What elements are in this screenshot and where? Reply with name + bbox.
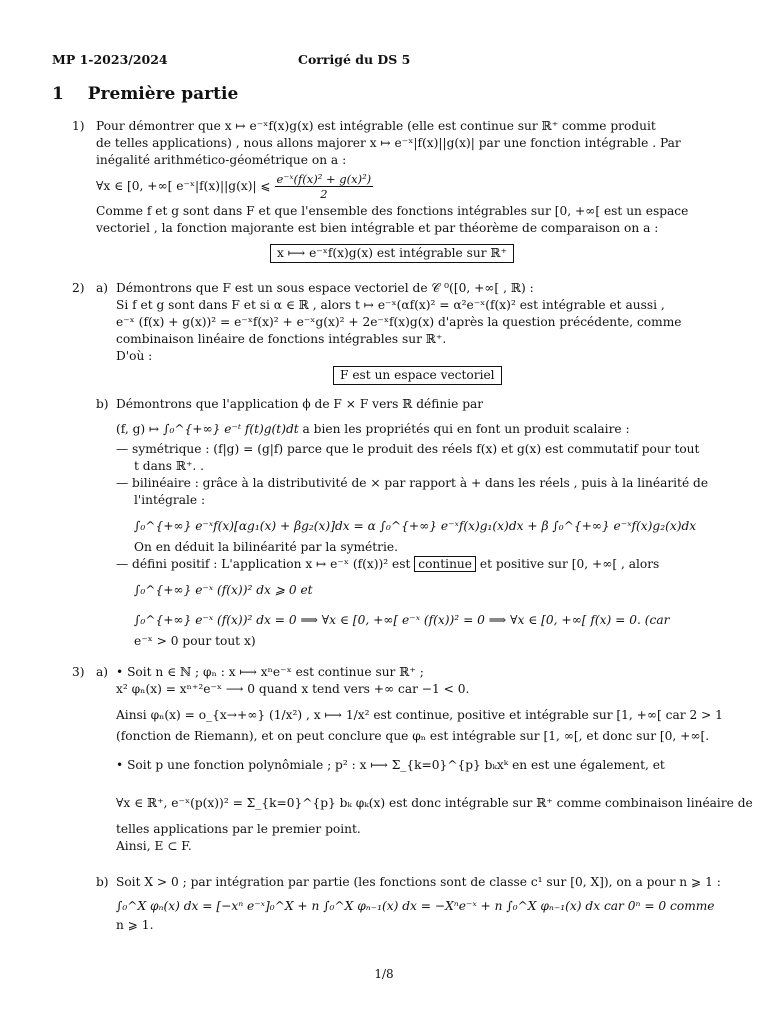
text-line: Comme f et g sont dans F et que l'ensemble des fonctions intégrables sur [0, +∞[ est un espace bbox=[96, 204, 689, 218]
text-line: • Soit p une fonction polynômiale ; p² : x ⟼ Σ_{k=0}^{p} bₖxᵏ en est une également, et bbox=[116, 758, 665, 772]
question-label: 3) bbox=[72, 665, 85, 679]
text-line: e⁻ˣ (f(x) + g(x))² = e⁻ˣf(x)² + e⁻ˣg(x)² + 2e⁻ˣf(x)g(x) d'après la question précédente, comme bbox=[116, 315, 682, 329]
result-box-1: x ⟼ e⁻ˣf(x)g(x) est intégrable sur ℝ⁺ bbox=[270, 244, 514, 263]
question-3a-body bbox=[116, 664, 753, 855]
text-line: Si f et g sont dans F et si α ∈ ℝ , alors t ↦ e⁻ˣ(αf(x)² = α²e⁻ˣ(f(x)² est intégrable et aussi , bbox=[116, 298, 665, 312]
section-title: Première partie bbox=[87, 84, 239, 104]
question-1-body bbox=[96, 118, 712, 237]
text-line: On en déduit la bilinéarité par la symétrie. bbox=[134, 540, 398, 554]
text-line: e⁻ˣ > 0 pour tout x) bbox=[134, 634, 256, 648]
fraction-denominator: 2 bbox=[320, 187, 328, 201]
positivity-text-a: — défini positif : L'application x ↦ e⁻ˣ (f(x))² est bbox=[116, 557, 411, 571]
page-number: 1/8 bbox=[374, 967, 394, 981]
definition-right: a bien les propriétés qui en font un produit scalaire : bbox=[302, 422, 630, 436]
text-line: x² φₙ(x) = xⁿ⁺²e⁻ˣ ⟶ 0 quand x tend vers +∞ car −1 < 0. bbox=[116, 682, 470, 696]
text-line: (fonction de Riemann), et on peut conclure que φₙ est intégrable sur [1, ∞[, et donc sur [0, +∞[. bbox=[116, 729, 710, 743]
text-line: Soit X > 0 ; par intégration par partie (les fonctions sont de classe c¹ sur [0, X]), on a pour n ⩾ 1 : bbox=[116, 875, 721, 889]
continue-box: continue bbox=[414, 556, 476, 572]
question-label: 2) bbox=[72, 281, 85, 295]
text-line: t dans ℝ⁺. . bbox=[134, 459, 205, 473]
text-line: ∀x ∈ ℝ⁺, e⁻ˣ(p(x))² = Σ_{k=0}^{p} bₖ φₖ(x) est donc intégrable sur ℝ⁺ comme combinaison linéaire de bbox=[116, 796, 753, 810]
text-line: D'où : bbox=[116, 349, 153, 363]
definition-line bbox=[116, 413, 712, 441]
question-2b-body bbox=[116, 396, 712, 650]
inequality-left: ∀x ∈ [0, +∞[ e⁻ˣ|f(x)||g(x)| ⩽ bbox=[96, 179, 271, 193]
text-line: combinaison linéaire de fonctions intégrables sur ℝ⁺. bbox=[116, 332, 447, 346]
text-line: inégalité arithmético-géométrique on a : bbox=[96, 153, 347, 167]
text-line: n ⩾ 1. bbox=[116, 918, 154, 932]
positivity-formula-1: ∫₀^{+∞} e⁻ˣ (f(x))² dx ⩾ 0 et bbox=[134, 583, 313, 597]
section-heading bbox=[52, 86, 238, 103]
header-course: MP 1-2023/2024 bbox=[52, 52, 168, 67]
result-box-2a: F est un espace vectoriel bbox=[333, 366, 502, 385]
text-line: vectoriel , la fonction majorante est bien intégrable et par théorème de comparaison on a : bbox=[96, 221, 659, 235]
inequality-fraction bbox=[275, 172, 374, 201]
text-line: Ainsi φₙ(x) = o_{x→+∞} (1/x²) , x ⟼ 1/x² est continue, positive et intégrable sur [1, +∞[ car 2 > 1 bbox=[116, 708, 723, 722]
sub-label: b) bbox=[96, 875, 109, 889]
text-line: — bilinéaire : grâce à la distributivité de × par rapport à + dans les réels , puis à la linéarité de bbox=[116, 476, 709, 490]
question-2a-body bbox=[116, 280, 712, 365]
question-label: 1) bbox=[72, 119, 85, 133]
text-line: Ainsi, E ⊂ F. bbox=[116, 839, 192, 853]
positivity-text-b: et positive sur [0, +∞[ , alors bbox=[479, 557, 660, 571]
integration-formula: ∫₀^X φₙ(x) dx = [−xⁿ e⁻ˣ]₀^X + n ∫₀^X φₙ₋₁(x) dx = −Xⁿe⁻ˣ + n ∫₀^X φₙ₋₁(x) dx car 0ⁿ = 0 comme bbox=[116, 899, 715, 913]
text-line: Démontrons que F est un sous espace vectoriel de 𝒞 ⁰([0, +∞[ , ℝ) : bbox=[116, 281, 534, 295]
section-number: 1 bbox=[52, 84, 64, 104]
positivity-formula-2: ∫₀^{+∞} e⁻ˣ (f(x))² dx = 0 ⟹ ∀x ∈ [0, +∞[ e⁻ˣ (f(x))² = 0 ⟹ ∀x ∈ [0, +∞[ f(x) = 0. (car bbox=[134, 613, 670, 627]
fraction-numerator: e⁻ˣ(f(x)² + g(x)²) bbox=[276, 172, 372, 186]
positivity-line bbox=[116, 556, 712, 573]
header-title: Corrigé du DS 5 bbox=[298, 52, 411, 67]
inequality-line bbox=[96, 169, 712, 203]
sub-label: a) bbox=[96, 281, 109, 295]
text-line: Pour démontrer que x ↦ e⁻ˣf(x)g(x) est intégrable (elle est continue sur ℝ⁺ comme produit bbox=[96, 119, 656, 133]
text-line: Démontrons que l'application ϕ de F × F vers ℝ définie par bbox=[116, 397, 484, 411]
text-line: telles applications par le premier point. bbox=[116, 822, 361, 836]
question-3b-body bbox=[116, 874, 721, 934]
text-line: l'intégrale : bbox=[134, 493, 206, 507]
text-line: • Soit n ∈ ℕ ; φₙ : x ⟼ xⁿe⁻ˣ est continue sur ℝ⁺ ; bbox=[116, 665, 424, 679]
definition-integral: ∫₀^{+∞} e⁻ᵗ f(t)g(t)dt bbox=[163, 422, 299, 436]
definition-left: (f, g) ↦ bbox=[116, 422, 160, 436]
text-line: de telles applications) , nous allons majorer x ↦ e⁻ˣ|f(x)||g(x)| par une fonction intégrable . Par bbox=[96, 136, 681, 150]
bilinearity-formula: ∫₀^{+∞} e⁻ˣf(x)[αg₁(x) + βg₂(x)]dx = α ∫₀^{+∞} e⁻ˣf(x)g₁(x)dx + β ∫₀^{+∞} e⁻ˣf(x)g₂(x)dx bbox=[134, 519, 697, 533]
sub-label: a) bbox=[96, 665, 109, 679]
sub-label: b) bbox=[96, 397, 109, 411]
text-line: — symétrique : (f|g) = (g|f) parce que le produit des réels f(x) et g(x) est commutatif pour tout bbox=[116, 442, 700, 456]
